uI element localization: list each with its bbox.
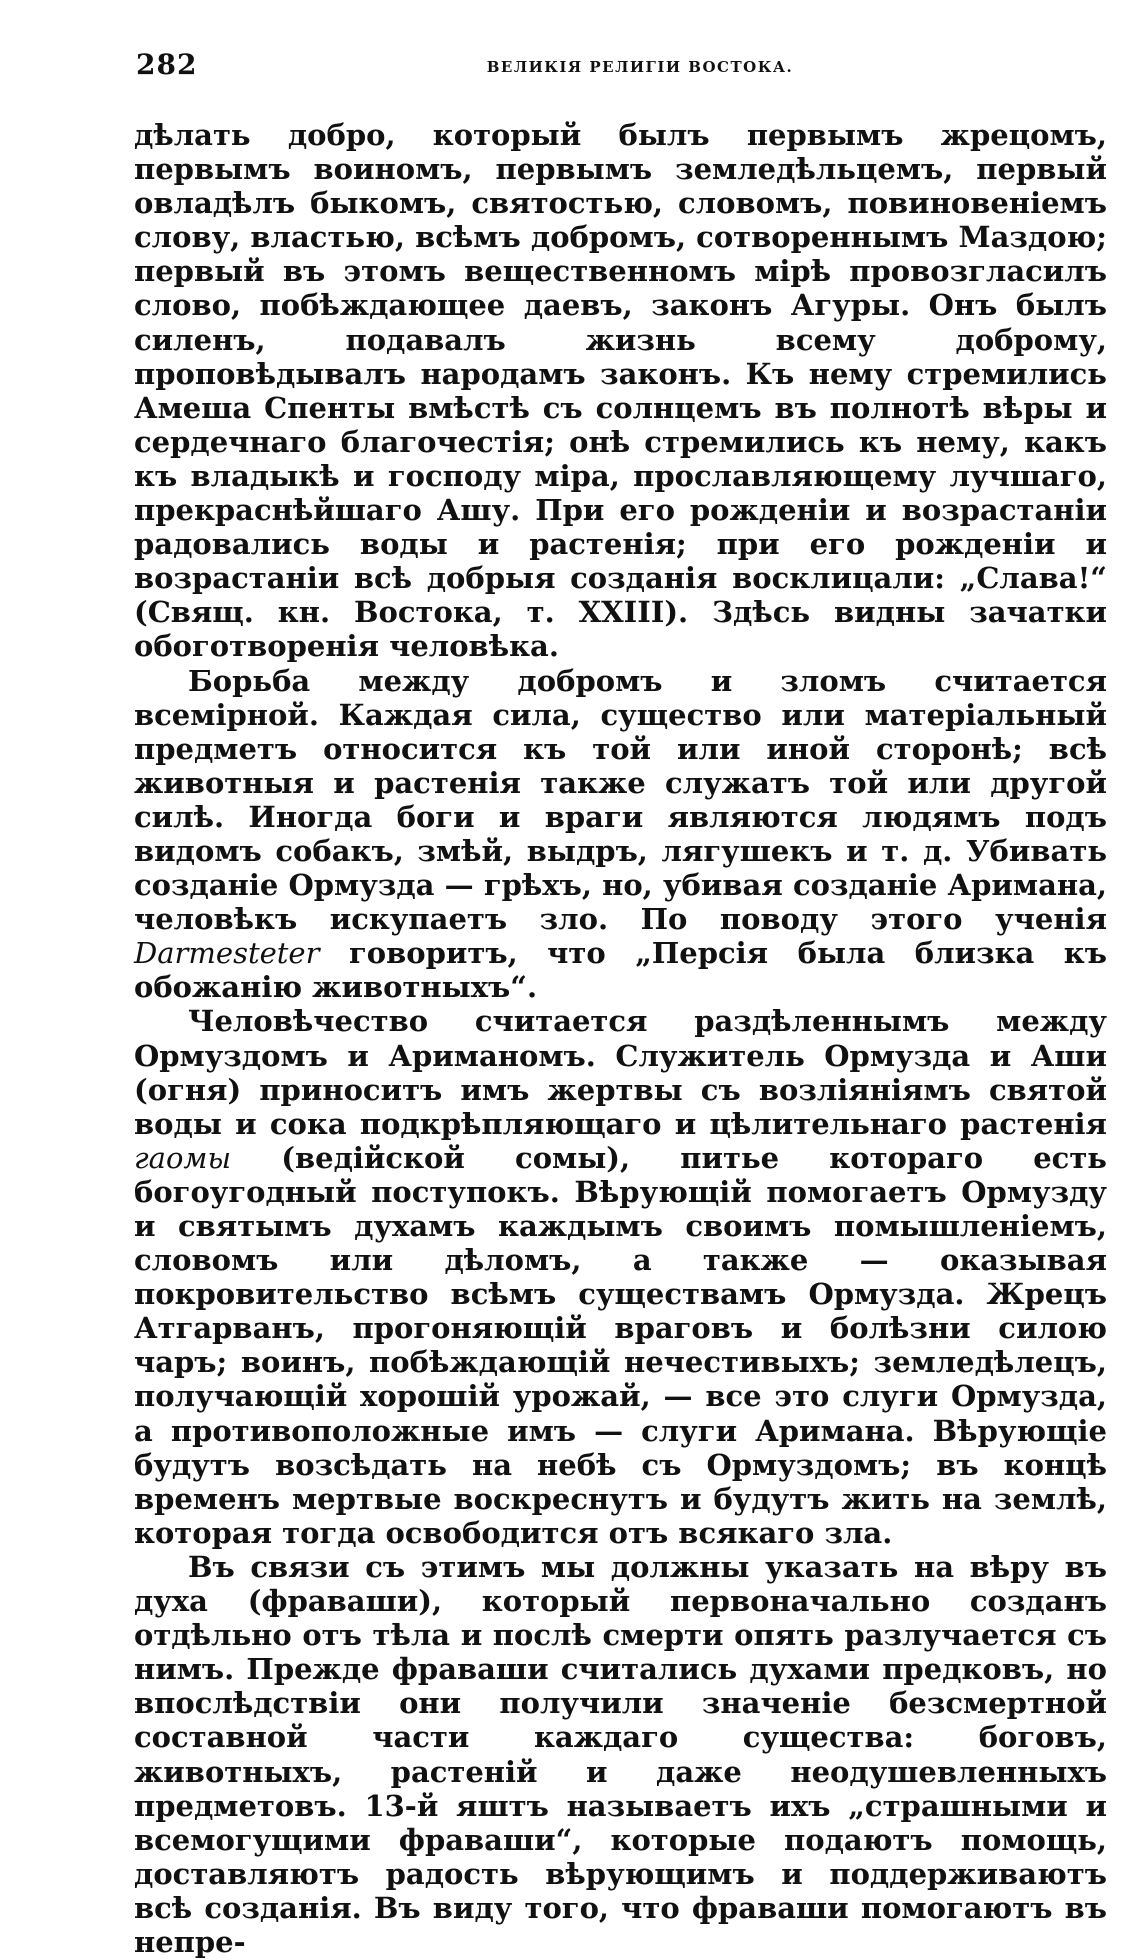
italic-name: Darmesteter <box>134 936 320 971</box>
paragraph <box>134 118 1107 664</box>
page-header <box>136 48 1104 88</box>
paragraph-text: (ведійской сомы), питье котораго есть богоугодный поступокъ. Вѣрующій помогаетъ Ормузду и святымъ духамъ каждымъ своимъ помышленіемъ, словомъ или дѣломъ, а также — оказывая покровительство всѣмъ существамъ Ормузда. Жрецъ Атгарванъ, прогоняющій враговъ и болѣзни силою чаръ; воинъ, побѣждающій нечестивыхъ; земледѣлецъ, получающій хорошій урожай, — все это слуги Ормузда, а противоположные имъ — слуги Аримана. Вѣрующіе будутъ возсѣдать на небѣ съ Ормуздомъ; въ концѣ временъ мертвые воскреснутъ и будутъ жить на землѣ, которая тогда освободится отъ всякаго зла. <box>134 1140 1107 1550</box>
paragraph-text: говоритъ, что „Персія была близка къ обожанію животныхъ“. <box>134 936 1107 1005</box>
page-number: 282 <box>136 48 198 81</box>
paragraph-text: дѣлать добро, который былъ первымъ жрецомъ, первымъ воиномъ, первымъ земледѣльцемъ, первый овладѣлъ быкомъ, святостью, словомъ, повиновеніемъ слову, властью, всѣмъ добромъ, сотвореннымъ Маздою; первый въ этомъ вещественномъ мірѣ провозгласилъ слово, побѣждающее даевъ, законъ Агуры. Онъ былъ силенъ, подавалъ жизнь всему доброму, проповѣдывалъ народамъ законъ. Къ нему стремились Амеша Спенты вмѣстѣ съ солнцемъ въ полнотѣ вѣры и сердечнаго благочестія; онѣ стремились къ нему, какъ къ владыкѣ и господу міра, прославляющему лучшаго, прекраснѣйшаго Ашу. При его рожденіи и возрастаніи радовались воды и растенія; при его рожденіи и возрастаніи всѣ добрыя созданія восклицали: „Слава!“ (Свящ. кн. Востока, т. XXIII). Здѣсь видны зачатки обоготворенія человѣка. <box>134 118 1107 664</box>
paragraph-text: Въ связи съ этимъ мы должны указать на вѣру въ духа (фраваши), который первоначально созданъ отдѣльно отъ тѣла и послѣ смерти опять разлучается съ нимъ. Прежде фраваши считались духами предковъ, но впослѣдствіи они получили значеніе безсмертной составной части каждаго существа: боговъ, животныхъ, растеній и даже неодушевленныхъ предметовъ. 13-й яштъ называетъ ихъ „страшными и всемогущими фраваши“, которые подаютъ помощь, доставляютъ радость вѣрующимъ и поддерживаютъ всѣ созданія. Въ виду того, что фраваши помогаютъ въ непре- <box>134 1549 1107 1959</box>
body-text <box>134 118 1107 1959</box>
paragraph <box>134 664 1107 1005</box>
italic-term: гаомы <box>134 1140 232 1175</box>
running-title: ВЕЛИКІЯ РЕЛИГІИ ВОСТОКА. <box>486 58 794 76</box>
paragraph-text: Человѣчество считается раздѣленнымъ между Ормуздомъ и Ариманомъ. Служитель Ормузда и Аши (огня) приноситъ имъ жертвы съ возліяніямъ святой воды и сока подкрѣпляющаго и цѣлительнаго растенія <box>134 1004 1107 1141</box>
paragraph <box>134 1004 1107 1550</box>
paragraph <box>134 1550 1107 1959</box>
paragraph-text: Борьба между добромъ и зломъ считается всемірной. Каждая сила, существо или матеріальный предметъ относится къ той или иной сторонѣ; всѣ животныя и растенія также служатъ той или другой силѣ. Иногда боги и враги являются людямъ подъ видомъ собакъ, змѣй, выдръ, лягушекъ и т. д. Убивать созданіе Ормузда — грѣхъ, но, убивая созданіе Аримана, человѣкъ искупаетъ зло. По поводу этого ученія <box>134 663 1107 937</box>
